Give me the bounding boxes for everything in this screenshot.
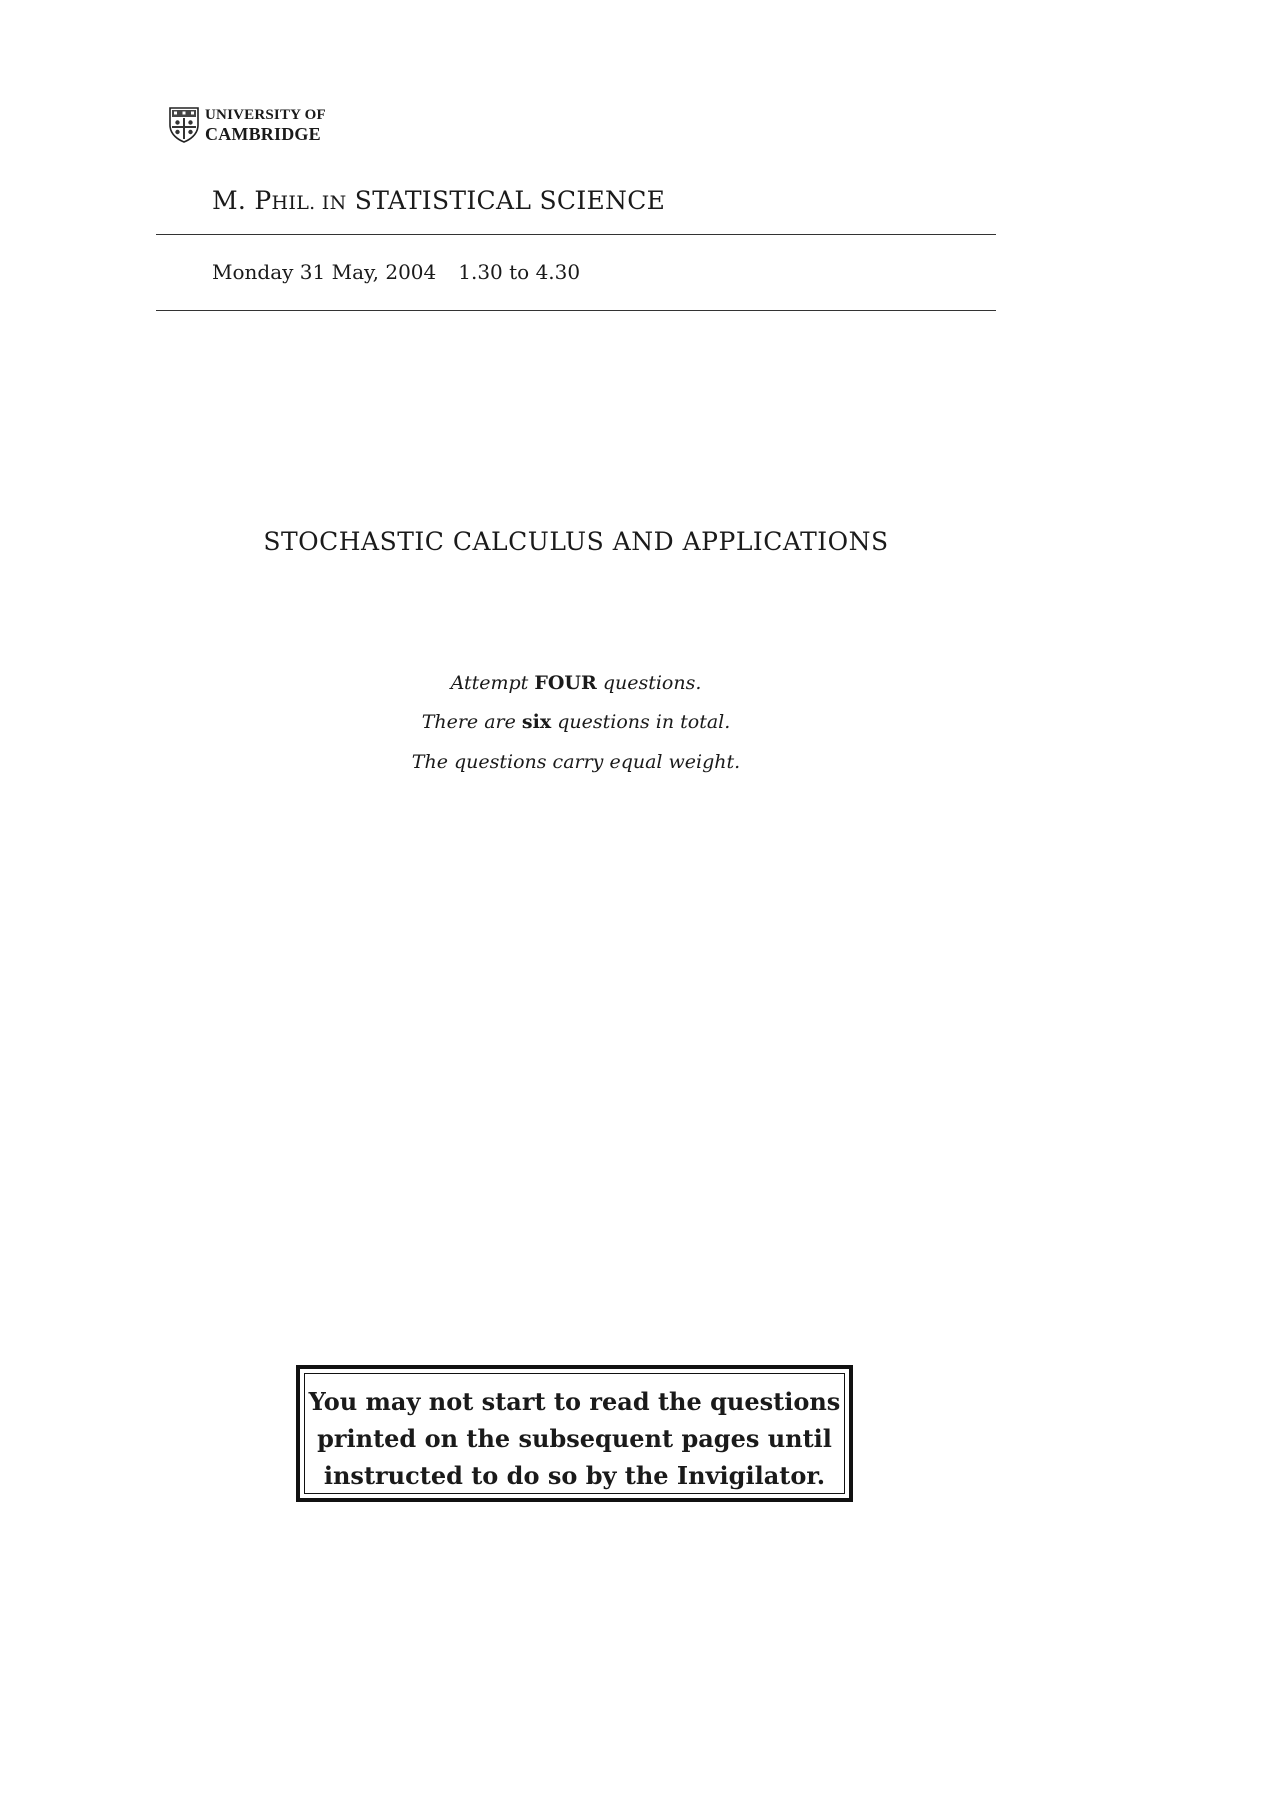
- instruction-attempt-pre: Attempt: [450, 672, 529, 694]
- instruction-attempt-count: FOUR: [534, 672, 597, 694]
- notice-line-2: printed on the subsequent pages until: [317, 1424, 832, 1453]
- instruction-weight: The questions carry equal weight.: [411, 751, 741, 773]
- instruction-total-count: six: [521, 711, 552, 733]
- programme-title-p: P: [254, 186, 272, 215]
- header-rule-top: [156, 234, 996, 235]
- exam-date: Monday 31 May, 2004: [212, 260, 437, 284]
- programme-title-subject: STATISTICAL SCIENCE: [354, 186, 666, 215]
- cambridge-crest-icon: [169, 107, 199, 143]
- programme-title-m: M.: [212, 186, 247, 215]
- programme-title: [212, 186, 665, 215]
- exam-time: 1.30 to 4.30: [458, 260, 581, 284]
- exam-date-time: [212, 260, 580, 284]
- instruction-total-post: questions in total.: [557, 711, 731, 733]
- university-logo: [169, 106, 326, 144]
- instruction-total: [0, 711, 1152, 733]
- logo-line-cambridge: CAMBRIDGE: [205, 124, 321, 144]
- notice-line-3: instructed to do so by the Invigilator.: [323, 1461, 826, 1490]
- invigilator-notice-box: [296, 1365, 853, 1502]
- instruction-attempt-post: questions.: [602, 672, 702, 694]
- header-rule-bottom: [156, 310, 996, 311]
- programme-title-hil-in: HIL. IN: [271, 192, 347, 214]
- logo-line-university: UNIVERSITY OF: [205, 107, 326, 123]
- notice-line-1: You may not start to read the questions: [308, 1387, 841, 1416]
- invigilator-notice: [304, 1373, 845, 1494]
- instruction-attempt: [0, 672, 1152, 694]
- paper-title: STOCHASTIC CALCULUS AND APPLICATIONS: [263, 527, 889, 556]
- instruction-total-pre: There are: [421, 711, 516, 733]
